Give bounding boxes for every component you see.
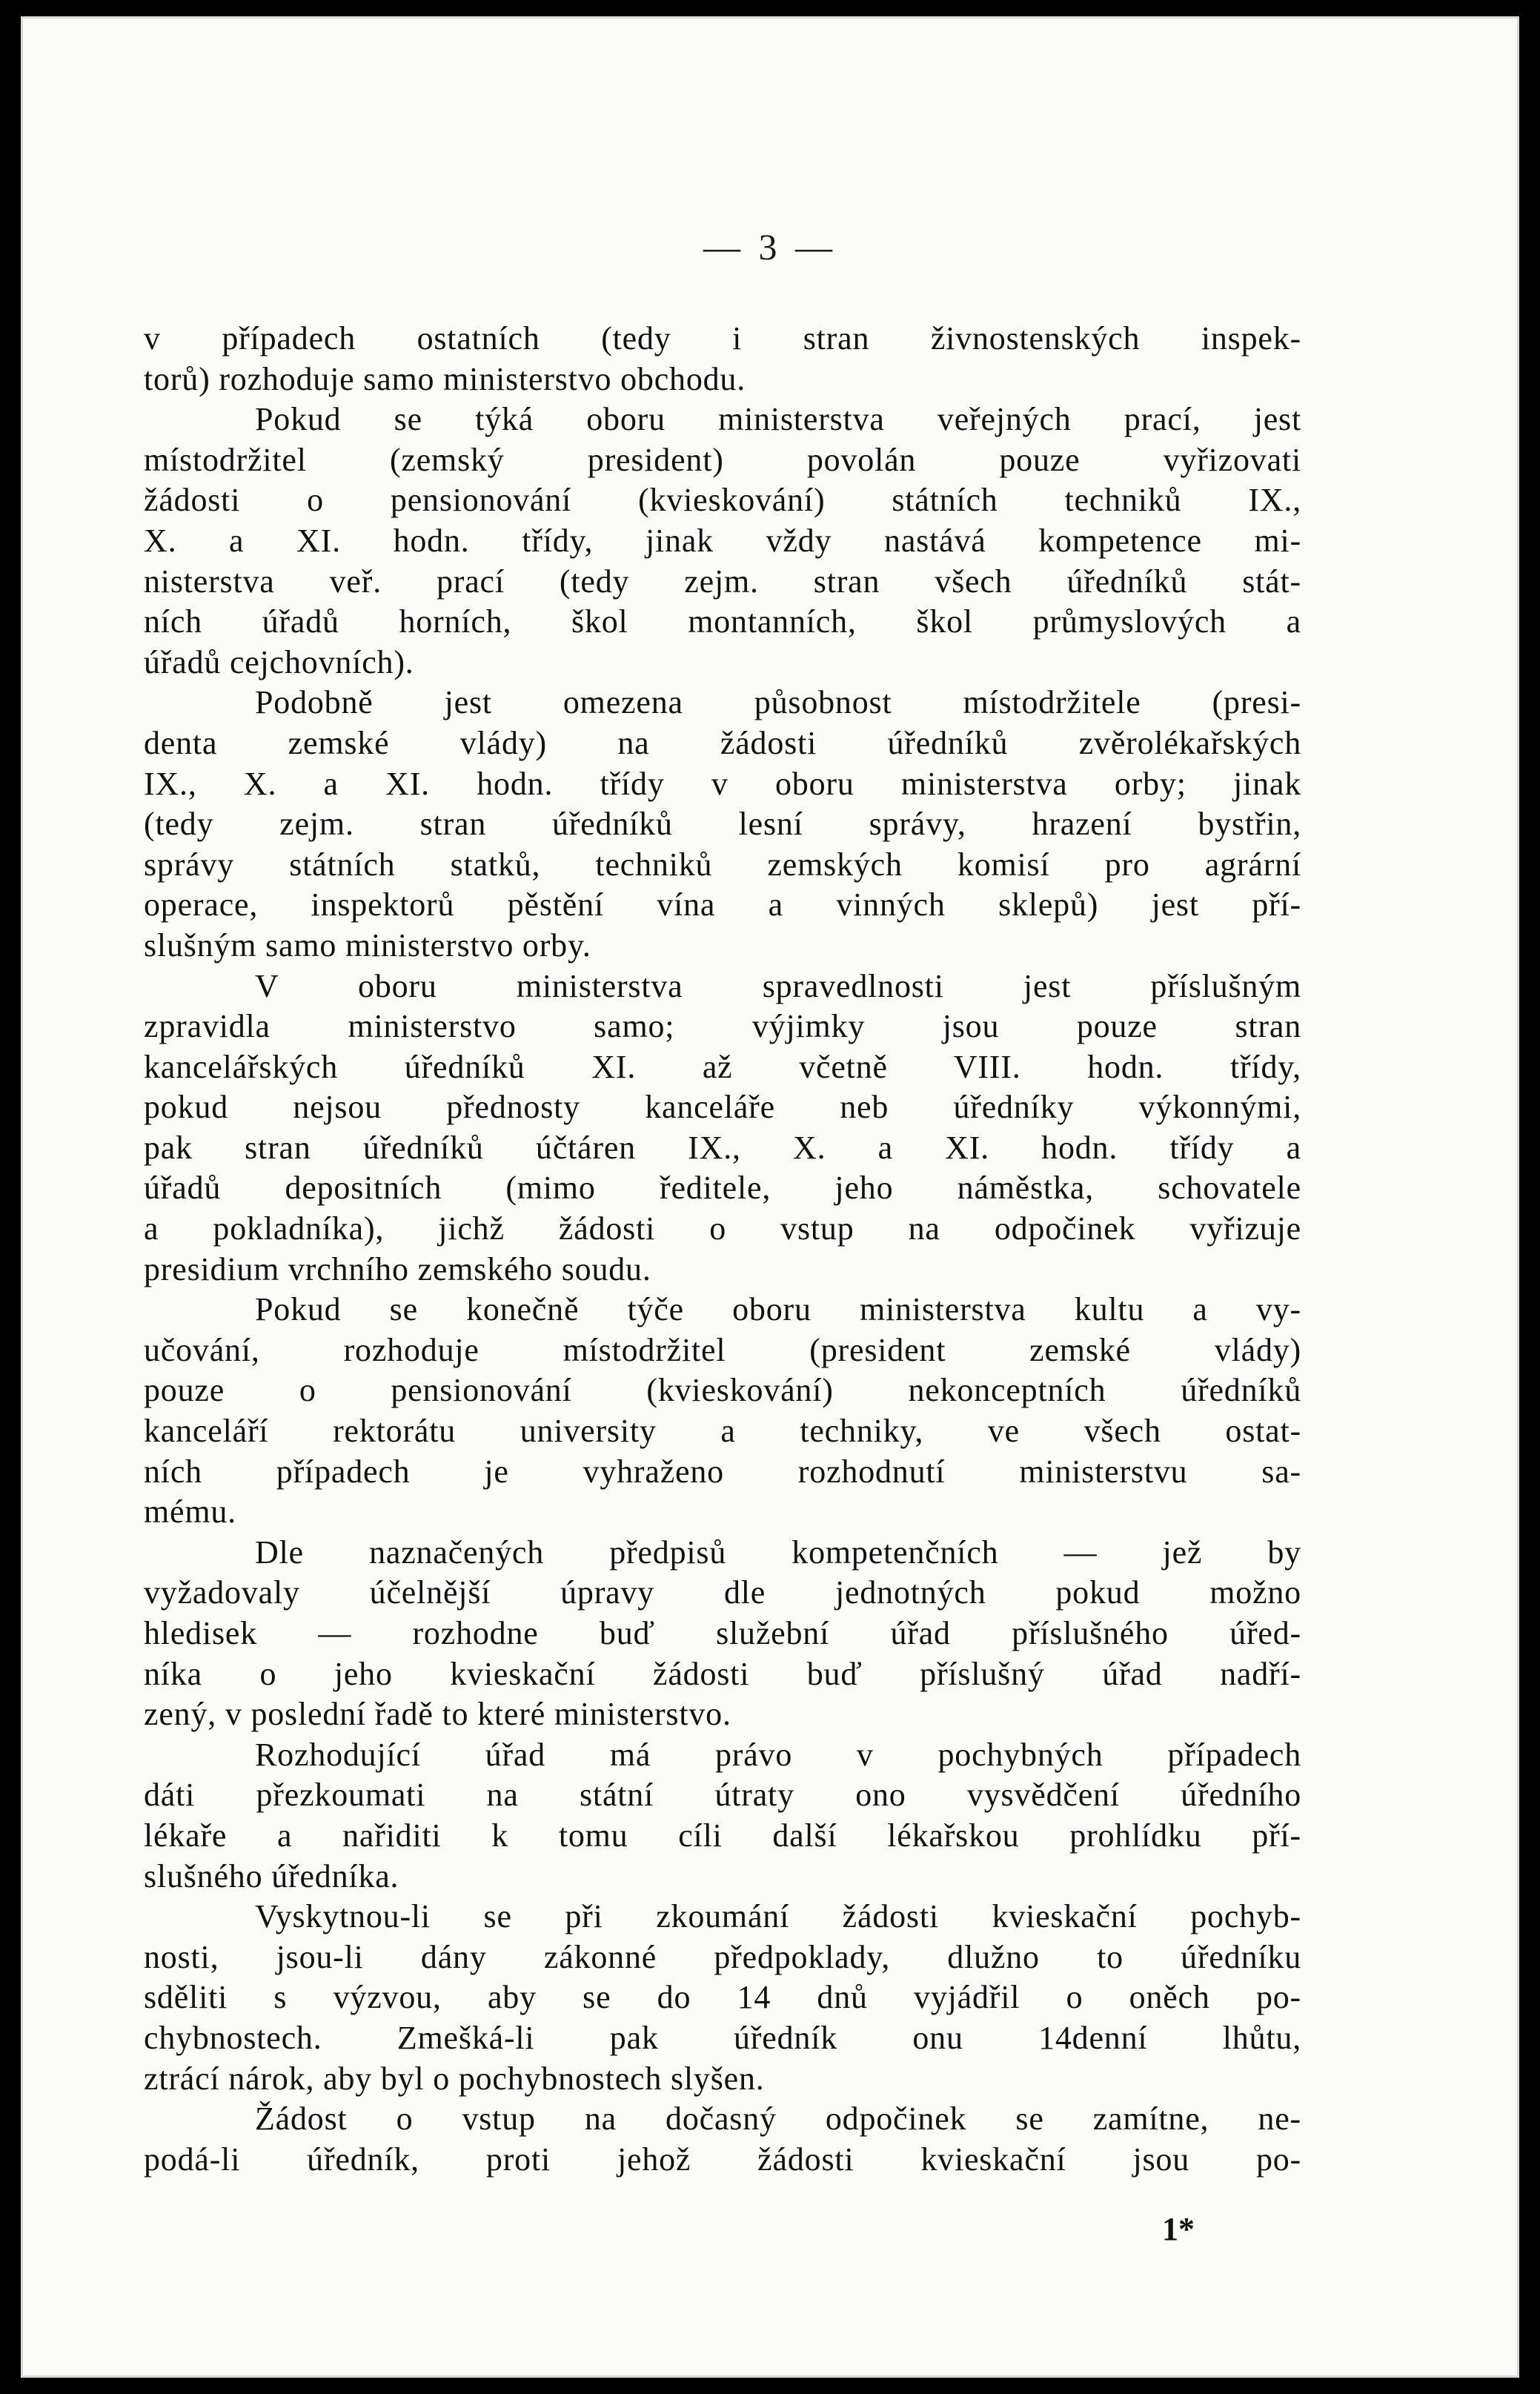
text-line: ztrácí nárok, aby byl o pochybnostech slyšen.	[144, 2060, 765, 2097]
text-line: (tedy zejm. stran úředníků lesní správy, hrazení bystřin,	[144, 806, 1301, 843]
text-line: Žádost o vstup na dočasný odpočinek se zamítne, ne-	[255, 2100, 1301, 2138]
text-line: kanceláří rektorátu university a techniky, ve všech ostat-	[144, 1413, 1301, 1450]
text-line: Pokud se týká oboru ministerstva veřejných prací, jest	[255, 401, 1301, 438]
text-line: slušným samo ministerstvo orby.	[144, 926, 591, 964]
text-line: X. a XI. hodn. třídy, jinak vždy nastává kompetence mi-	[144, 522, 1301, 559]
text-line: IX., X. a XI. hodn. třídy v oboru ministerstva orby; jinak	[144, 765, 1301, 802]
text-line: úřadů depositních (mimo ředitele, jeho náměstka, schovatele	[144, 1170, 1301, 1207]
text-line: torů) rozhoduje samo ministerstvo obchodu.	[144, 360, 746, 397]
text-line: učování, rozhoduje místodržitel (president zemské vlády)	[144, 1331, 1301, 1368]
text-line: správy státních statků, techniků zemských komisí pro agrární	[144, 846, 1301, 883]
text-line: žádosti o pensionování (kvieskování) státních techniků IX.,	[144, 482, 1301, 519]
text-line: pak stran úředníků účtáren IX., X. a XI. hodn. třídy a	[144, 1129, 1301, 1166]
text-line: níka o jeho kvieskační žádosti buď příslušný úřad nadří-	[144, 1655, 1301, 1692]
text-line: úřadů cejchovních).	[144, 643, 414, 680]
text-line: pokud nejsou přednosty kanceláře neb úředníky výkonnými,	[144, 1089, 1301, 1126]
text-line: sděliti s výzvou, aby se do 14 dnů vyjádřil o oněch po-	[144, 1979, 1301, 2016]
text-line: zený, v poslední řadě to které ministerstvo.	[144, 1696, 731, 1733]
text-line: chybnostech. Zmešká-li pak úředník onu 14denní lhůtu,	[144, 2019, 1301, 2056]
text-line: slušného úředníka.	[144, 1857, 399, 1894]
text-line: Podobně jest omezena působnost místodržitele (presi-	[255, 684, 1301, 721]
text-line: mému.	[144, 1493, 236, 1531]
paragraph	[144, 683, 1301, 966]
text-line: podá-li úředník, proti jehož žádosti kvieskační jsou po-	[144, 2141, 1301, 2178]
text-line: hledisek — rozhodne buď služební úřad příslušného úřed-	[144, 1615, 1301, 1651]
text-line: ních úřadů horních, škol montanních, škol průmyslových a	[144, 603, 1301, 640]
text-line: operace, inspektorů pěstění vína a vinných sklepů) jest pří-	[144, 886, 1301, 924]
paragraph	[144, 319, 1301, 399]
text-line: nisterstva veř. prací (tedy zejm. stran všech úředníků stát-	[144, 563, 1301, 600]
text-line: místodržitel (zemský president) povolán pouze vyřizovati	[144, 441, 1301, 478]
text-line: Pokud se konečně týče oboru ministerstva kultu a vy-	[255, 1291, 1301, 1328]
body-text	[144, 319, 1301, 2180]
text-line: Dle naznačených předpisů kompetenčních — jež by	[255, 1533, 1301, 1571]
text-line: dáti přezkoumati na státní útraty ono vysvědčení úředního	[144, 1777, 1301, 1814]
document-page	[21, 16, 1519, 2378]
text-line: a pokladníka), jichž žádosti o vstup na odpočinek vyřizuje	[144, 1210, 1301, 1247]
text-line: nosti, jsou-li dány zákonné předpoklady, dlužno to úředníku	[144, 1938, 1301, 1975]
paragraph	[144, 1290, 1301, 1533]
text-line: ních případech je vyhraženo rozhodnutí ministerstvu sa-	[144, 1453, 1301, 1490]
text-line: pouze o pensionování (kvieskování) nekonceptních úředníků	[144, 1372, 1301, 1409]
text-line: vyžadovaly účelnější úpravy dle jednotných pokud možno	[144, 1574, 1301, 1611]
paragraph	[144, 1735, 1301, 1897]
text-line: zpravidla ministerstvo samo; výjimky jsou pouze stran	[144, 1008, 1301, 1045]
text-line: v případech ostatních (tedy i stran živnostenských inspek-	[144, 320, 1301, 357]
paragraph	[144, 966, 1301, 1290]
text-line: denta zemské vlády) na žádosti úředníků zvěrolékařských	[144, 724, 1301, 761]
text-line: presidium vrchního zemského soudu.	[144, 1250, 651, 1287]
text-line: kancelářských úředníků XI. až včetně VIII. hodn. třídy,	[144, 1048, 1301, 1085]
paragraph	[144, 1897, 1301, 2099]
page-number: — 3 —	[703, 226, 837, 268]
text-line: Vyskytnou-li se při zkoumání žádosti kvieskační pochyb-	[255, 1898, 1301, 1935]
text-line: Rozhodující úřad má právo v pochybných případech	[255, 1736, 1301, 1773]
paragraph	[144, 399, 1301, 683]
paragraph	[144, 1533, 1301, 1735]
paragraph	[144, 2099, 1301, 2180]
text-line: lékaře a nařiditi k tomu cíli další lékařskou prohlídku pří-	[144, 1817, 1301, 1854]
text-line: V oboru ministerstva spravedlnosti jest příslušným	[255, 967, 1301, 1004]
signature-mark: 1*	[1162, 2211, 1195, 2247]
